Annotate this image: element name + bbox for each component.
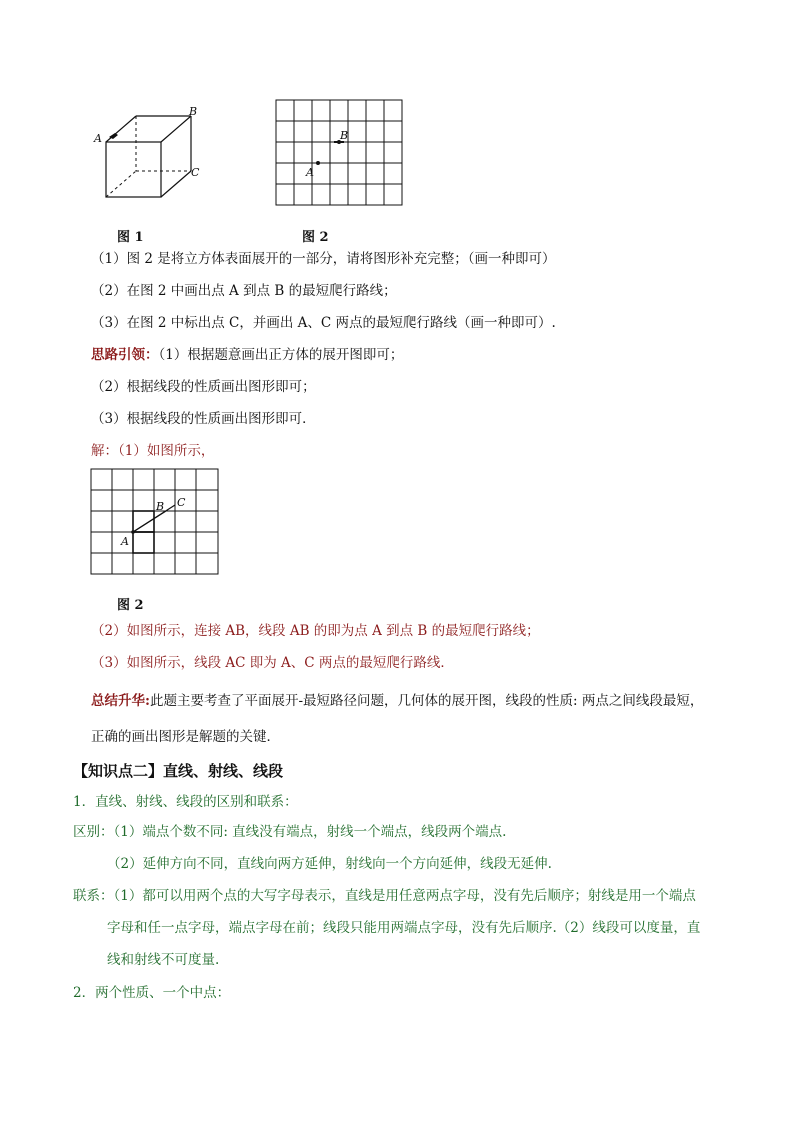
solution-label-a: A	[121, 535, 129, 548]
solution-line-3: （3）如图所示，线段 AC 即为 A、C 两点的最短爬行路线．	[91, 655, 454, 671]
solution-label-b: B	[156, 500, 165, 513]
point-a	[316, 161, 320, 165]
hint-line-3: （3）根据线段的性质画出图形即可．	[91, 411, 316, 427]
knowledge-diff-1: 区别：（1）端点个数不同: 直线没有端点，射线一个端点，线段两个端点.	[73, 824, 507, 840]
knowledge-rel-3: 线和射线不可度量.	[107, 952, 220, 968]
hint-line-1	[91, 346, 403, 364]
grid-label-b: B	[340, 129, 349, 142]
hint-label: 思路引领：	[91, 347, 159, 363]
cube-label-a: A	[94, 132, 102, 145]
solution-line-2: （2）如图所示，连接 AB，线段 AB 的即为点 A 到点 B 的最短爬行路线；	[91, 623, 540, 639]
figure1-caption: 图 1	[117, 230, 144, 245]
knowledge-rel-1: 联系：（1）都可以用两个点的大写字母表示，直线是用任意两点字母，没有先后顺序；射线是用一个端点	[73, 888, 696, 904]
grid-figure	[272, 96, 407, 208]
figure2-caption: 图 2	[302, 230, 329, 245]
question-3: （3）在图 2 中标出点 C，并画出 A、C 两点的最短爬行路线（画一种即可）.	[91, 315, 556, 331]
cube-label-c: C	[191, 166, 200, 179]
solution-grid-figure	[88, 466, 222, 578]
summary-line-2: 正确的画出图形是解题的关键．	[91, 729, 280, 745]
knowledge-diff-2: （2）延伸方向不同，直线向两方延伸，射线向一个方向延伸，线段无延伸.	[107, 856, 552, 872]
hint-line-2: （2）根据线段的性质画出图形即可；	[91, 379, 316, 395]
question-2: （2）在图 2 中画出点 A 到点 B 的最短爬行路线；	[91, 283, 397, 299]
solution-line-1: 解：（1）如图所示，	[91, 443, 215, 459]
knowledge-item-1: 1．直线、射线、线段的区别和联系：	[73, 794, 298, 810]
question-1: （1）图 2 是将立方体表面展开的一部分，请将图形补充完整；（画一种即可）	[91, 251, 556, 267]
knowledge-rel-2: 字母和任一点字母，端点字母在前；线段只能用两端点字母，没有先后顺序.（2）线段可以度量，直	[107, 920, 701, 936]
cube-figure	[90, 100, 210, 205]
figure3-caption: 图 2	[117, 598, 144, 613]
knowledge-item-2: 2．两个性质、一个中点：	[73, 985, 231, 1001]
grid-label-a: A	[306, 166, 314, 179]
summary-text-1: 此题主要考查了平面展开-最短路径问题，几何体的展开图，线段的性质: 两点之间线段最短，	[149, 693, 704, 709]
summary-label: 总结升华:	[91, 693, 150, 709]
hint-text-1: （1）根据题意画出正方体的展开图即可；	[158, 347, 404, 363]
solution-label-c: C	[177, 496, 186, 509]
summary-line-1	[91, 692, 703, 710]
knowledge-heading: 【知识点二】直线、射线、线段	[73, 762, 284, 780]
cube-label-b: B	[189, 105, 198, 118]
solution-point-a	[131, 530, 135, 534]
